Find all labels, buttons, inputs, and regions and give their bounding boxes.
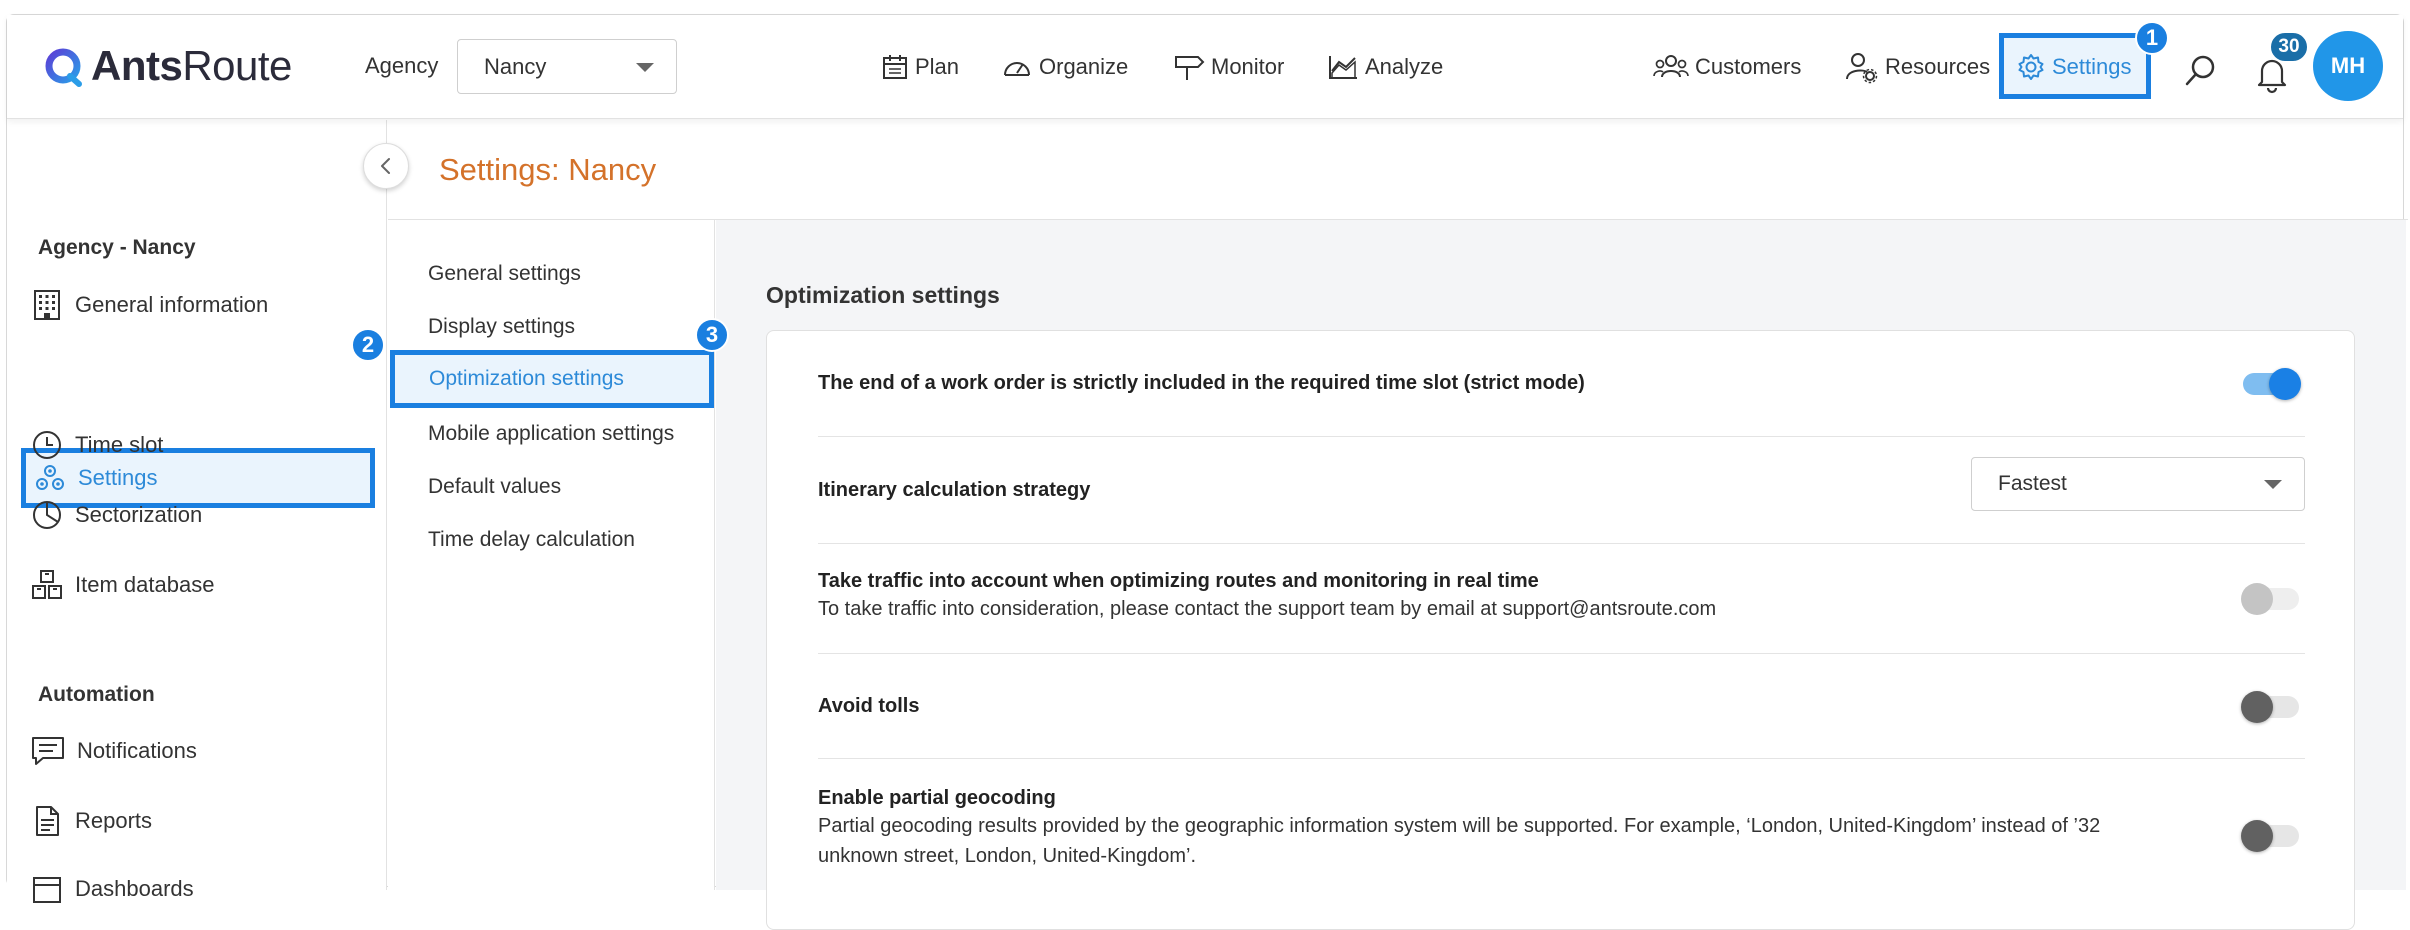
nav-analyze[interactable] — [1327, 49, 1443, 85]
nav-customers[interactable] — [1653, 49, 1801, 85]
submenu-mobile-application-settings[interactable]: Mobile application settings — [428, 422, 675, 445]
user-avatar[interactable]: MH — [2313, 31, 2383, 101]
itinerary-strategy-value: Fastest — [1998, 472, 2067, 495]
chevron-down-icon — [2264, 480, 2282, 489]
antsroute-logo[interactable] — [43, 41, 292, 91]
sidebar-item-dashboards[interactable] — [31, 864, 194, 914]
boxes-icon — [31, 569, 63, 601]
sidebar-group-automation-title: Automation — [38, 683, 155, 706]
notification-count-badge: 30 — [2269, 31, 2309, 63]
submenu-default-values[interactable]: Default values — [428, 475, 562, 498]
sidebar-item-item-database[interactable] — [31, 560, 214, 610]
clock-icon — [31, 429, 63, 461]
sidebar-item-label: Item database — [75, 572, 215, 597]
setting-label: The end of a work order is strictly included in the required time slot (strict mode) — [818, 372, 1585, 394]
top-bar — [7, 15, 2403, 119]
avoid-tolls-toggle[interactable] — [2243, 696, 2299, 718]
setting-row-itinerary-strategy — [818, 437, 2305, 544]
pie-chart-icon — [31, 499, 63, 531]
sidebar-item-label: Notifications — [77, 738, 197, 763]
nav-settings-highlight[interactable] — [1999, 33, 2151, 99]
left-sidebar — [7, 120, 387, 901]
message-icon — [31, 735, 65, 767]
sidebar-item-label: Dashboards — [75, 876, 194, 901]
collapse-sidebar-button[interactable] — [363, 143, 409, 189]
traffic-toggle[interactable] — [2243, 588, 2299, 610]
chevron-left-icon — [377, 156, 395, 176]
step-badge-2: 2 — [351, 328, 385, 362]
submenu-display-settings[interactable]: Display settings — [428, 315, 576, 338]
itinerary-strategy-select[interactable] — [1971, 457, 2305, 511]
setting-row-avoid-tolls — [818, 654, 2305, 759]
nav-plan[interactable] — [881, 49, 959, 85]
setting-row-partial-geocoding — [818, 759, 2305, 899]
document-icon — [31, 805, 63, 837]
signpost-icon — [1173, 52, 1205, 82]
building-icon — [31, 289, 63, 321]
sidebar-item-label: Sectorization — [75, 502, 203, 527]
agency-select[interactable] — [457, 39, 677, 94]
nav-monitor-label: Monitor — [1211, 54, 1285, 79]
settings-submenu — [388, 220, 715, 890]
submenu-optimization-settings[interactable]: Optimization settings — [429, 367, 624, 390]
chevron-down-icon — [636, 63, 654, 72]
chart-icon — [1327, 53, 1359, 81]
sidebar-item-sectorization[interactable] — [31, 490, 202, 540]
settings-card — [766, 330, 2355, 930]
nav-resources[interactable] — [1845, 49, 1990, 85]
nav-monitor[interactable] — [1173, 49, 1284, 85]
users-icon — [1653, 53, 1689, 81]
strict-mode-toggle[interactable] — [2243, 373, 2299, 395]
setting-row-strict-mode — [818, 331, 2305, 437]
sidebar-item-time-slot[interactable] — [31, 420, 163, 470]
submenu-optimization-highlight[interactable] — [390, 350, 714, 408]
sidebar-item-general-information[interactable] — [31, 280, 268, 330]
agency-label: Agency — [365, 53, 439, 78]
sidebar-item-label: Time slot — [75, 432, 164, 457]
nav-resources-label: Resources — [1885, 54, 1991, 79]
sidebar-item-label: Reports — [75, 808, 153, 833]
nav-plan-label: Plan — [915, 54, 960, 79]
search-icon — [2183, 53, 2219, 89]
section-title: Optimization settings — [766, 282, 1000, 308]
logo-icon — [43, 46, 83, 86]
page-title: Settings: Nancy — [439, 152, 657, 187]
nav-settings-label: Settings — [2052, 54, 2132, 79]
sidebar-item-notifications[interactable] — [31, 726, 197, 776]
setting-label: Avoid tolls — [818, 695, 920, 717]
agency-select-value: Nancy — [484, 53, 547, 79]
sidebar-group-agency-title: Agency - Nancy — [38, 236, 196, 259]
calendar-icon — [881, 53, 909, 81]
calendar-icon — [31, 873, 63, 905]
nav-settings[interactable] — [2016, 49, 2132, 85]
setting-description: Partial geocoding results provided by the geographic information system will be supported. For example, ‘London, United-Kingdom’ instead of ’32 unknown street, London, United-Kingdom’. — [818, 815, 2101, 867]
setting-label: Enable partial geocoding — [818, 787, 1056, 809]
nav-organize-label: Organize — [1039, 54, 1129, 79]
sidebar-item-reports[interactable] — [31, 796, 152, 846]
app-window — [6, 14, 2404, 901]
nav-analyze-label: Analyze — [1365, 54, 1444, 79]
user-gear-icon — [1845, 51, 1879, 83]
gear-icon — [2016, 52, 2046, 82]
search-button[interactable] — [2183, 53, 2219, 94]
logo-text: AntsRoute — [91, 42, 292, 89]
sidebar-item-label: Settings — [78, 465, 158, 490]
submenu-time-delay-calculation[interactable]: Time delay calculation — [428, 528, 635, 551]
gauge-icon — [1001, 53, 1033, 81]
setting-label: Itinerary calculation strategy — [818, 479, 1091, 501]
submenu-general-settings[interactable]: General settings — [428, 262, 581, 285]
setting-row-traffic — [818, 544, 2305, 654]
optimization-settings-panel — [716, 220, 2406, 890]
step-badge-1: 1 — [2135, 21, 2169, 55]
setting-label: Take traffic into account when optimizing routes and monitoring in real time — [818, 570, 1539, 592]
sidebar-item-label: General information — [75, 292, 269, 317]
nav-customers-label: Customers — [1695, 54, 1802, 79]
step-badge-3: 3 — [695, 318, 729, 352]
nav-organize[interactable] — [1001, 49, 1128, 85]
partial-geocoding-toggle[interactable] — [2243, 825, 2299, 847]
setting-description: To take traffic into consideration, please contact the support team by email at support@antsroute.com — [818, 598, 1717, 620]
